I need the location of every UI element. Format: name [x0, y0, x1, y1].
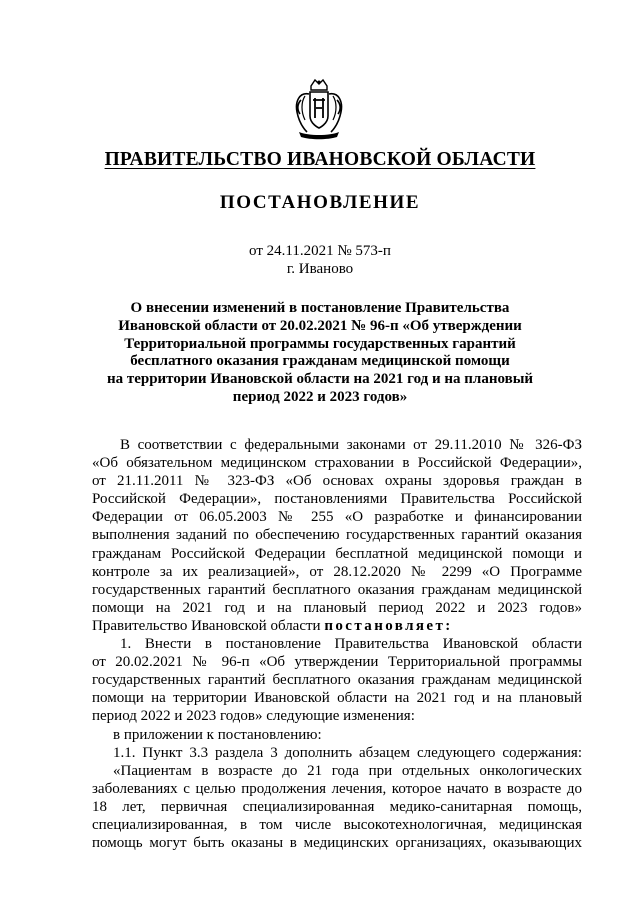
body-line: В соответствии с федеральными законами от 29.11.2010 № 326-ФЗ: [120, 437, 582, 453]
document-date-number: от 24.11.2021 № 573-п: [249, 243, 391, 259]
body-line: «Об обязательном медицинском страховании в Российской Федерации»,: [92, 455, 582, 472]
body-line: Федерации от 06.05.2003 № 255 «О разработке и финансировании: [92, 509, 582, 526]
title-line: на территории Ивановской области на 2021 год и на плановый: [106, 371, 534, 388]
resolve-line: [92, 617, 582, 635]
document-type: ПОСТАНОВЛЕНИЕ: [219, 192, 421, 213]
document-body: [92, 436, 582, 852]
title-line: период 2022 и 2023 годов»: [232, 388, 408, 405]
resolve-prefix: Правительство Ивановской области: [92, 617, 325, 634]
item11-line: 1.1. Пункт 3.3 раздела 3 дополнить абзацем следующего содержания:: [113, 744, 582, 761]
item1-line: помощи на территории Ивановской области на 2021 год и на плановый: [92, 690, 582, 707]
body-line: от 21.11.2011 № 323-ФЗ «Об основах охраны здоровья граждан в: [92, 473, 582, 490]
quote-line: «Пациентам в возрасте до 21 года при отдельных онкологических: [113, 762, 582, 779]
coat-of-arms-icon: [291, 78, 347, 140]
body-line: выполнения заданий по обеспечению государственных гарантий оказания: [92, 527, 582, 544]
title-line: бесплатного оказания гражданам медицинской помощи: [130, 353, 510, 370]
organization-name: ПРАВИТЕЛЬСТВО ИВАНОВСКОЙ ОБЛАСТИ: [104, 149, 536, 170]
resolve-word: постановляет:: [324, 617, 453, 634]
body-line: контроле за их реализацией», от 28.12.2020 № 2299 «О Программе: [92, 563, 582, 580]
title-line: Ивановской области от 20.02.2021 № 96-п «Об утверждении: [118, 317, 522, 334]
appendix-line: в приложении к постановлению:: [113, 726, 322, 743]
quote-line: 18 лет, первичная специализированная медико-санитарная помощь,: [92, 798, 582, 815]
item1-line: государственных гарантий бесплатного оказания гражданам медицинской: [92, 672, 582, 689]
document-title: [100, 300, 540, 407]
title-line: О внесении изменений в постановление Правительства: [130, 300, 510, 316]
body-line: государственных гарантий бесплатного оказания гражданам медицинской: [92, 581, 582, 598]
quote-line: заболеваниях с целью продолжения лечения, которое начато в возрасте до: [92, 780, 582, 797]
item1-line: от 20.02.2021 № 96-п «Об утверждении Территориальной программы: [92, 654, 582, 671]
body-line: гражданам Российской Федерации бесплатной медицинской помощи и: [92, 545, 582, 562]
item1-line: 1. Внести в постановление Правительства Ивановской области: [120, 636, 582, 653]
body-line: помощи на 2021 год и на плановый период 2022 и 2023 годов»: [92, 599, 582, 616]
quote-line: специализированная, в том числе высокотехнологичная, медицинская: [92, 816, 582, 833]
title-line: Территориальной программы государственных гарантий: [124, 335, 516, 352]
quote-line: помощь могут быть оказаны в медицинских организациях, оказывающих: [92, 835, 582, 852]
document-city: г. Иваново: [286, 261, 354, 277]
body-line: Российской Федерации», постановлениями Правительства Российской: [92, 491, 582, 508]
item1-line: период 2022 и 2023 годов» следующие изменения:: [92, 708, 415, 725]
